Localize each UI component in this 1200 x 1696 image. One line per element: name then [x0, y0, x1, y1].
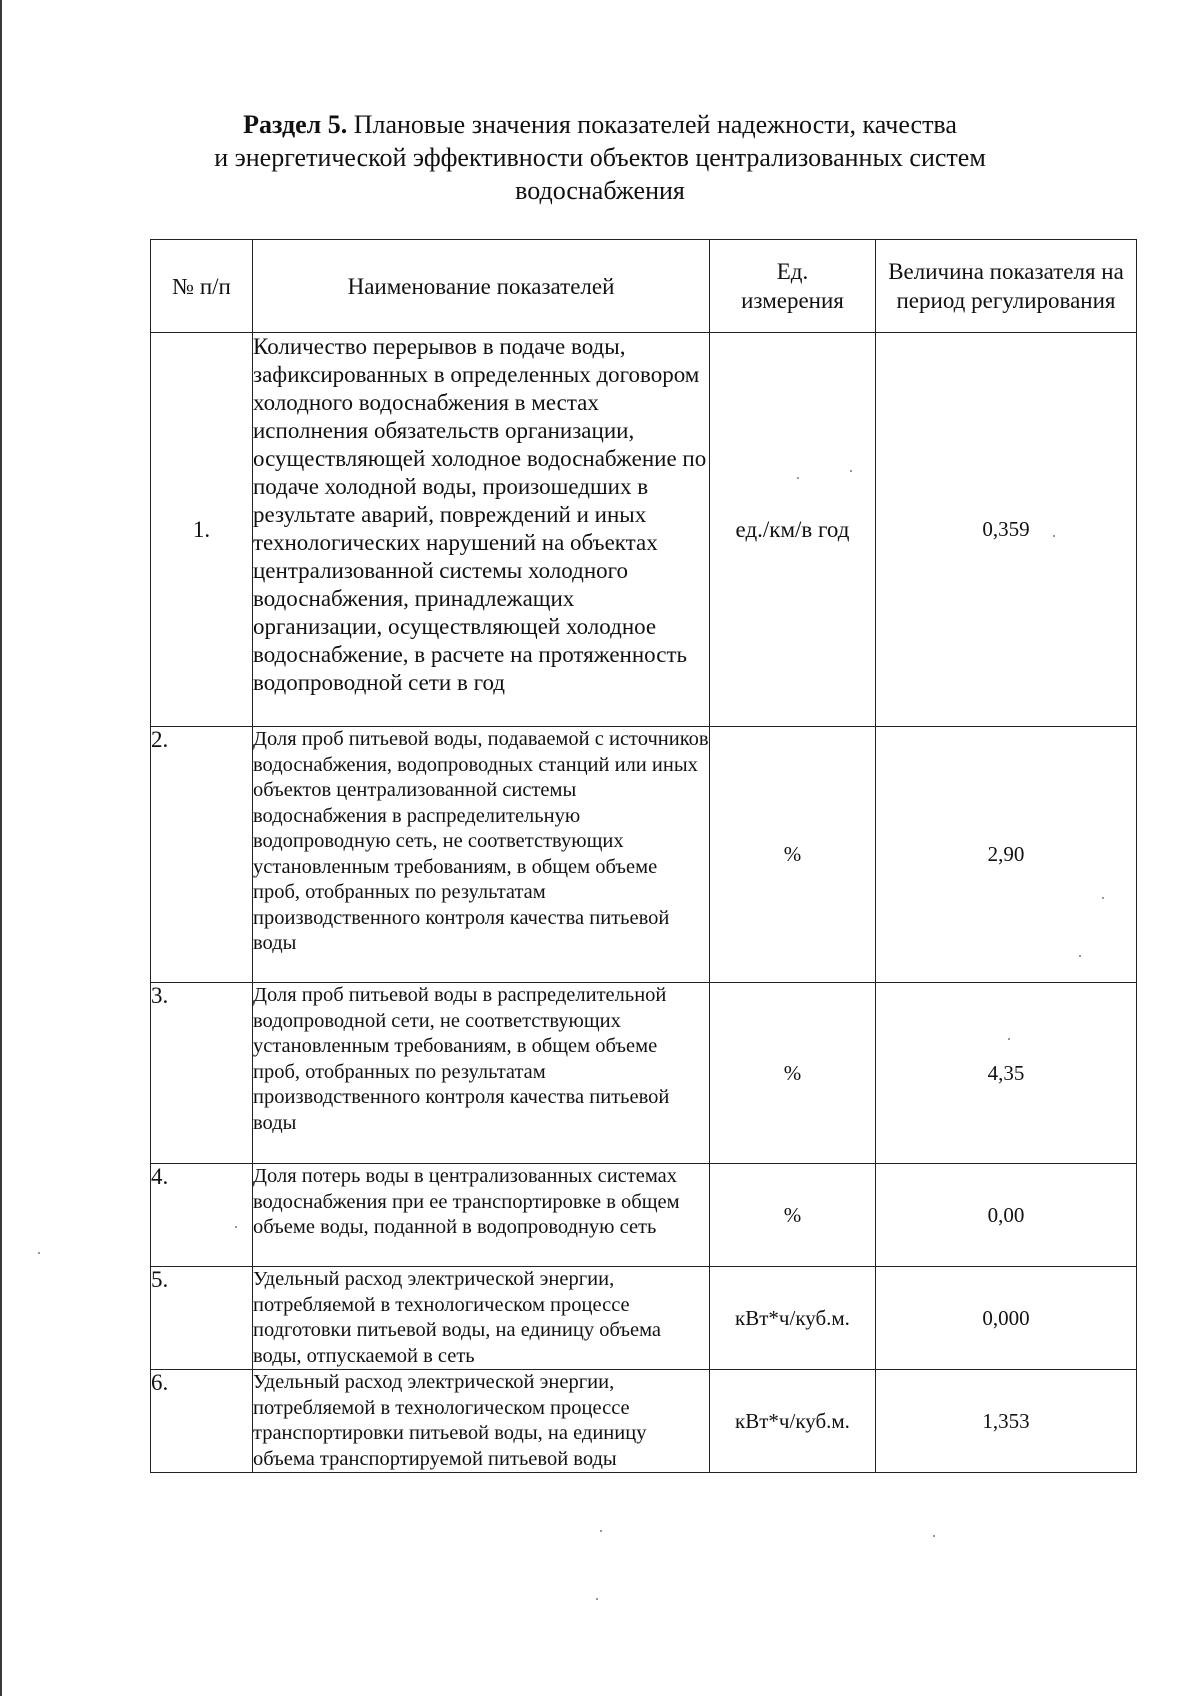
scan-speck	[933, 1535, 935, 1537]
row-value: 0,359	[876, 333, 1137, 727]
row-name: Доля проб питьевой воды в распределительной водопроводной сети, не соответствующих установленным требованиям, в общем объеме проб, отобранных по результатам производственного контроля качества питьевой воды	[253, 983, 710, 1164]
row-value: 1,353	[876, 1370, 1137, 1473]
table-row	[151, 1164, 1137, 1267]
scan-speck	[1008, 1038, 1010, 1040]
row-num: 5.	[151, 1267, 253, 1370]
indicators-table	[150, 239, 1137, 1473]
row-value: 0,000	[876, 1267, 1137, 1370]
row-name: Доля потерь воды в централизованных системах водоснабжения при ее транспортировке в общем объеме воды, поданной в водопроводную сеть	[253, 1164, 710, 1267]
section-title-line1: Плановые значения показателей надежности, качества	[353, 110, 957, 139]
table-row	[151, 1267, 1137, 1370]
header-num: № п/п	[151, 240, 253, 333]
row-unit: кВт*ч/куб.м.	[710, 1370, 876, 1473]
scan-speck	[596, 1598, 598, 1600]
row-unit: %	[710, 983, 876, 1164]
row-unit: ед./км/в год	[710, 333, 876, 727]
page-edge-line	[0, 0, 2, 1696]
scan-speck	[1053, 535, 1055, 537]
table-row	[151, 1370, 1137, 1473]
header-name: Наименование показателей	[253, 240, 710, 333]
header-value: Величина показателя на период регулирования	[876, 240, 1137, 333]
table-row	[151, 333, 1137, 727]
table-header-row	[151, 240, 1137, 333]
row-num: 3.	[151, 983, 253, 1164]
table-row	[151, 727, 1137, 983]
row-unit: %	[710, 1164, 876, 1267]
scan-speck	[38, 1252, 40, 1254]
row-name: Количество перерывов в подаче воды, зафиксированных в определенных договором холодного водоснабжения в местах исполнения обязательств организации, осуществляющей холодное водоснабжение по подаче холодной воды, произошедших в результате аварий, повреждений и иных технологических нарушений на объектах централизованной системы холодного водоснабжения, принадлежащих организации, осуществляющей холодное водоснабжение, в расчете на протяженность водопроводной сети в год	[253, 333, 710, 727]
scan-speck	[1102, 897, 1104, 899]
section-title-line3: водоснабжения	[515, 176, 685, 205]
row-name: Удельный расход электрической энергии, потребляемой в технологическом процессе транспортировки питьевой воды, на единицу объема транспортируемой питьевой воды	[253, 1370, 710, 1473]
table-row	[151, 983, 1137, 1164]
scan-speck	[235, 1226, 237, 1228]
section-title	[150, 108, 1050, 207]
section-label: Раздел 5.	[243, 110, 348, 139]
scan-speck	[850, 470, 852, 472]
row-name: Удельный расход электрической энергии, потребляемой в технологическом процессе подготовки питьевой воды, на единицу объема воды, отпускаемой в сеть	[253, 1267, 710, 1370]
row-num: 1.	[151, 333, 253, 727]
row-unit: %	[710, 727, 876, 983]
row-value: 2,90	[876, 727, 1137, 983]
row-name: Доля проб питьевой воды, подаваемой с источников водоснабжения, водопроводных станций или иных объектов централизованной системы водоснабжения в распределительную водопроводную сеть, не соответствующих установленным требованиям, в общем объеме проб, отобранных по результатам производственного контроля качества питьевой воды	[253, 727, 710, 983]
row-value: 4,35	[876, 983, 1137, 1164]
row-unit: кВт*ч/куб.м.	[710, 1267, 876, 1370]
header-unit: Ед. измерения	[710, 240, 876, 333]
scan-speck	[797, 477, 799, 479]
scan-speck	[1079, 955, 1081, 957]
row-num: 2.	[151, 727, 253, 983]
scan-speck	[600, 1530, 602, 1532]
row-value: 0,00	[876, 1164, 1137, 1267]
section-title-line2: и энергетической эффективности объектов централизованных систем	[214, 143, 986, 172]
row-num: 6.	[151, 1370, 253, 1473]
row-num: 4.	[151, 1164, 253, 1267]
